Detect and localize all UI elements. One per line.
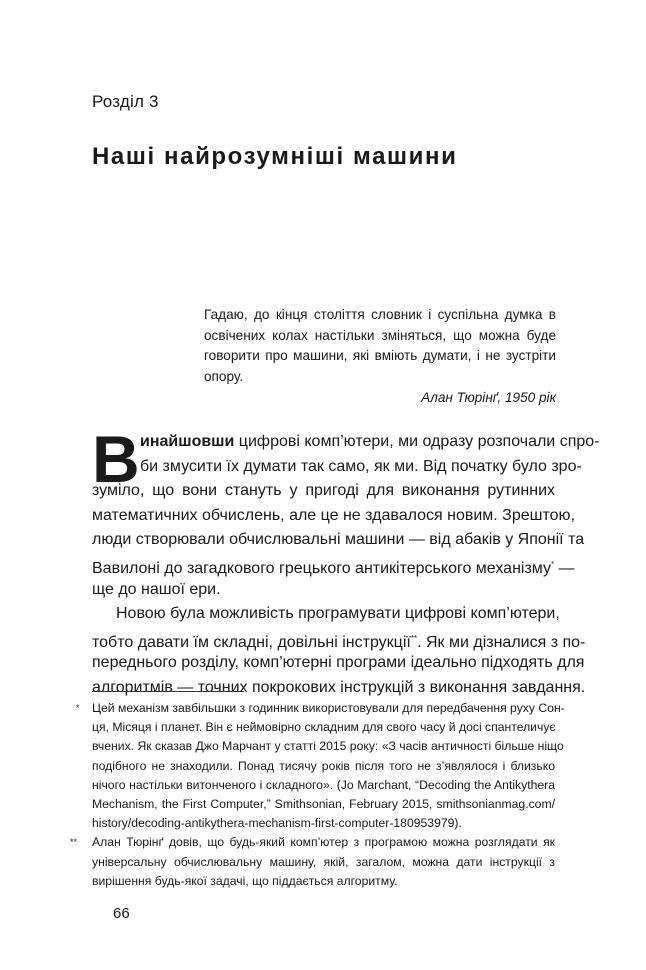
paragraph-line: люди створювали обчислювальні машини — від абаків у Японії та <box>92 531 585 549</box>
paragraph-line: зуміло, що вони стануть у пригоді для виконання рутинних <box>92 482 555 500</box>
footnote-mark: ** <box>70 837 78 848</box>
paragraph-line: алгоритмів — точних покрокових інструкцій з виконання завдання. <box>92 678 586 696</box>
paragraph-line <box>92 553 575 578</box>
footnote-line: Цей механізм завбільшки з годинник використовували для передбачення руху Сон- <box>92 701 565 715</box>
footnote-line: універсальну обчислювальну машину, якій, загалом, можна дати інструкції з <box>92 854 555 869</box>
footnote-line: вирішення будь-якої задачі, що піддається алгоритму. <box>92 873 398 888</box>
line-text: цифрові комп’ютери, ми одразу розпочали спро- <box>234 433 600 450</box>
drop-cap: В <box>92 422 140 496</box>
footnote-line: нічого настільки витонченого і складного». (Jo Marchant, “Decoding the Antikythera <box>92 777 555 792</box>
footnote-divider <box>92 691 244 692</box>
footnote-ref[interactable]: * <box>550 559 555 569</box>
line-text: тобто давати їм складні, довільні інструкції <box>92 633 411 651</box>
body-text <box>92 422 600 701</box>
chapter-title: Наші найрозумніші машини <box>92 143 458 170</box>
paragraph-line: би змусити їх думати так само, як ми. Від початку було зро- <box>140 457 582 475</box>
footnote <box>70 833 555 891</box>
line-text: Вавилоні до загадкового грецького антикітерського механізму <box>92 559 551 577</box>
footnote-line: вчених. Як сказав Джо Марчант у статті 2015 року: «З часів античності більше ніщо <box>92 739 564 754</box>
footnote-line: Mechanism, the First Computer,” Smithsonian, February 2015, smithsonianmag.com/ <box>92 797 555 812</box>
epigraph <box>204 305 556 409</box>
paragraph-line: ще до нашої ери. <box>92 580 221 598</box>
paragraph-line <box>92 430 600 455</box>
paragraph-line: математичних обчислень, але це не здавалося новим. Зрештою, <box>92 506 575 524</box>
footnote <box>76 699 565 833</box>
paragraph-line: переднього розділу, комп’ютерні програми ідеально підходять для <box>92 654 585 672</box>
paragraph-line: Новою була можливість програмувати цифрові комп’ютери, <box>116 605 560 623</box>
footnotes <box>70 699 565 891</box>
page-number: 66 <box>113 905 130 922</box>
footnote-line: ця, Місяця і планет. Він є неймовірно складним для свого часу й досі спантеличує <box>92 720 556 735</box>
epigraph-line: освічених колах настільки зміняться, що можна буде <box>204 327 556 343</box>
footnote-line: history/decoding-antikythera-mechanism-first-computer-180953979). <box>92 816 462 831</box>
paragraph-line <box>92 627 586 652</box>
footnote-line: подібного не знаходили. Понад тисячу років після того не з’являлося і близько <box>92 758 555 773</box>
epigraph-author: Алан Тюрінґ, 1950 рік <box>421 390 556 405</box>
line-text: — <box>554 559 575 577</box>
epigraph-line: опору. <box>204 368 244 384</box>
lead-bold-word: инайшовши <box>140 433 235 450</box>
footnote-line: Алан Тюрінґ довів, що будь-який комп’ютер з програмою можна розглядати як <box>92 835 555 850</box>
footnote-ref[interactable]: ** <box>410 633 418 643</box>
epigraph-line: Гадаю, до кінця століття словник і суспільна думка в <box>204 307 556 322</box>
footnote-mark: * <box>76 703 80 713</box>
epigraph-line: говорити про машини, які вміють думати, і не зустріти <box>204 348 556 363</box>
line-text: . Як ми дізналися з по- <box>417 633 586 651</box>
chapter-label: Розділ 3 <box>92 92 159 111</box>
